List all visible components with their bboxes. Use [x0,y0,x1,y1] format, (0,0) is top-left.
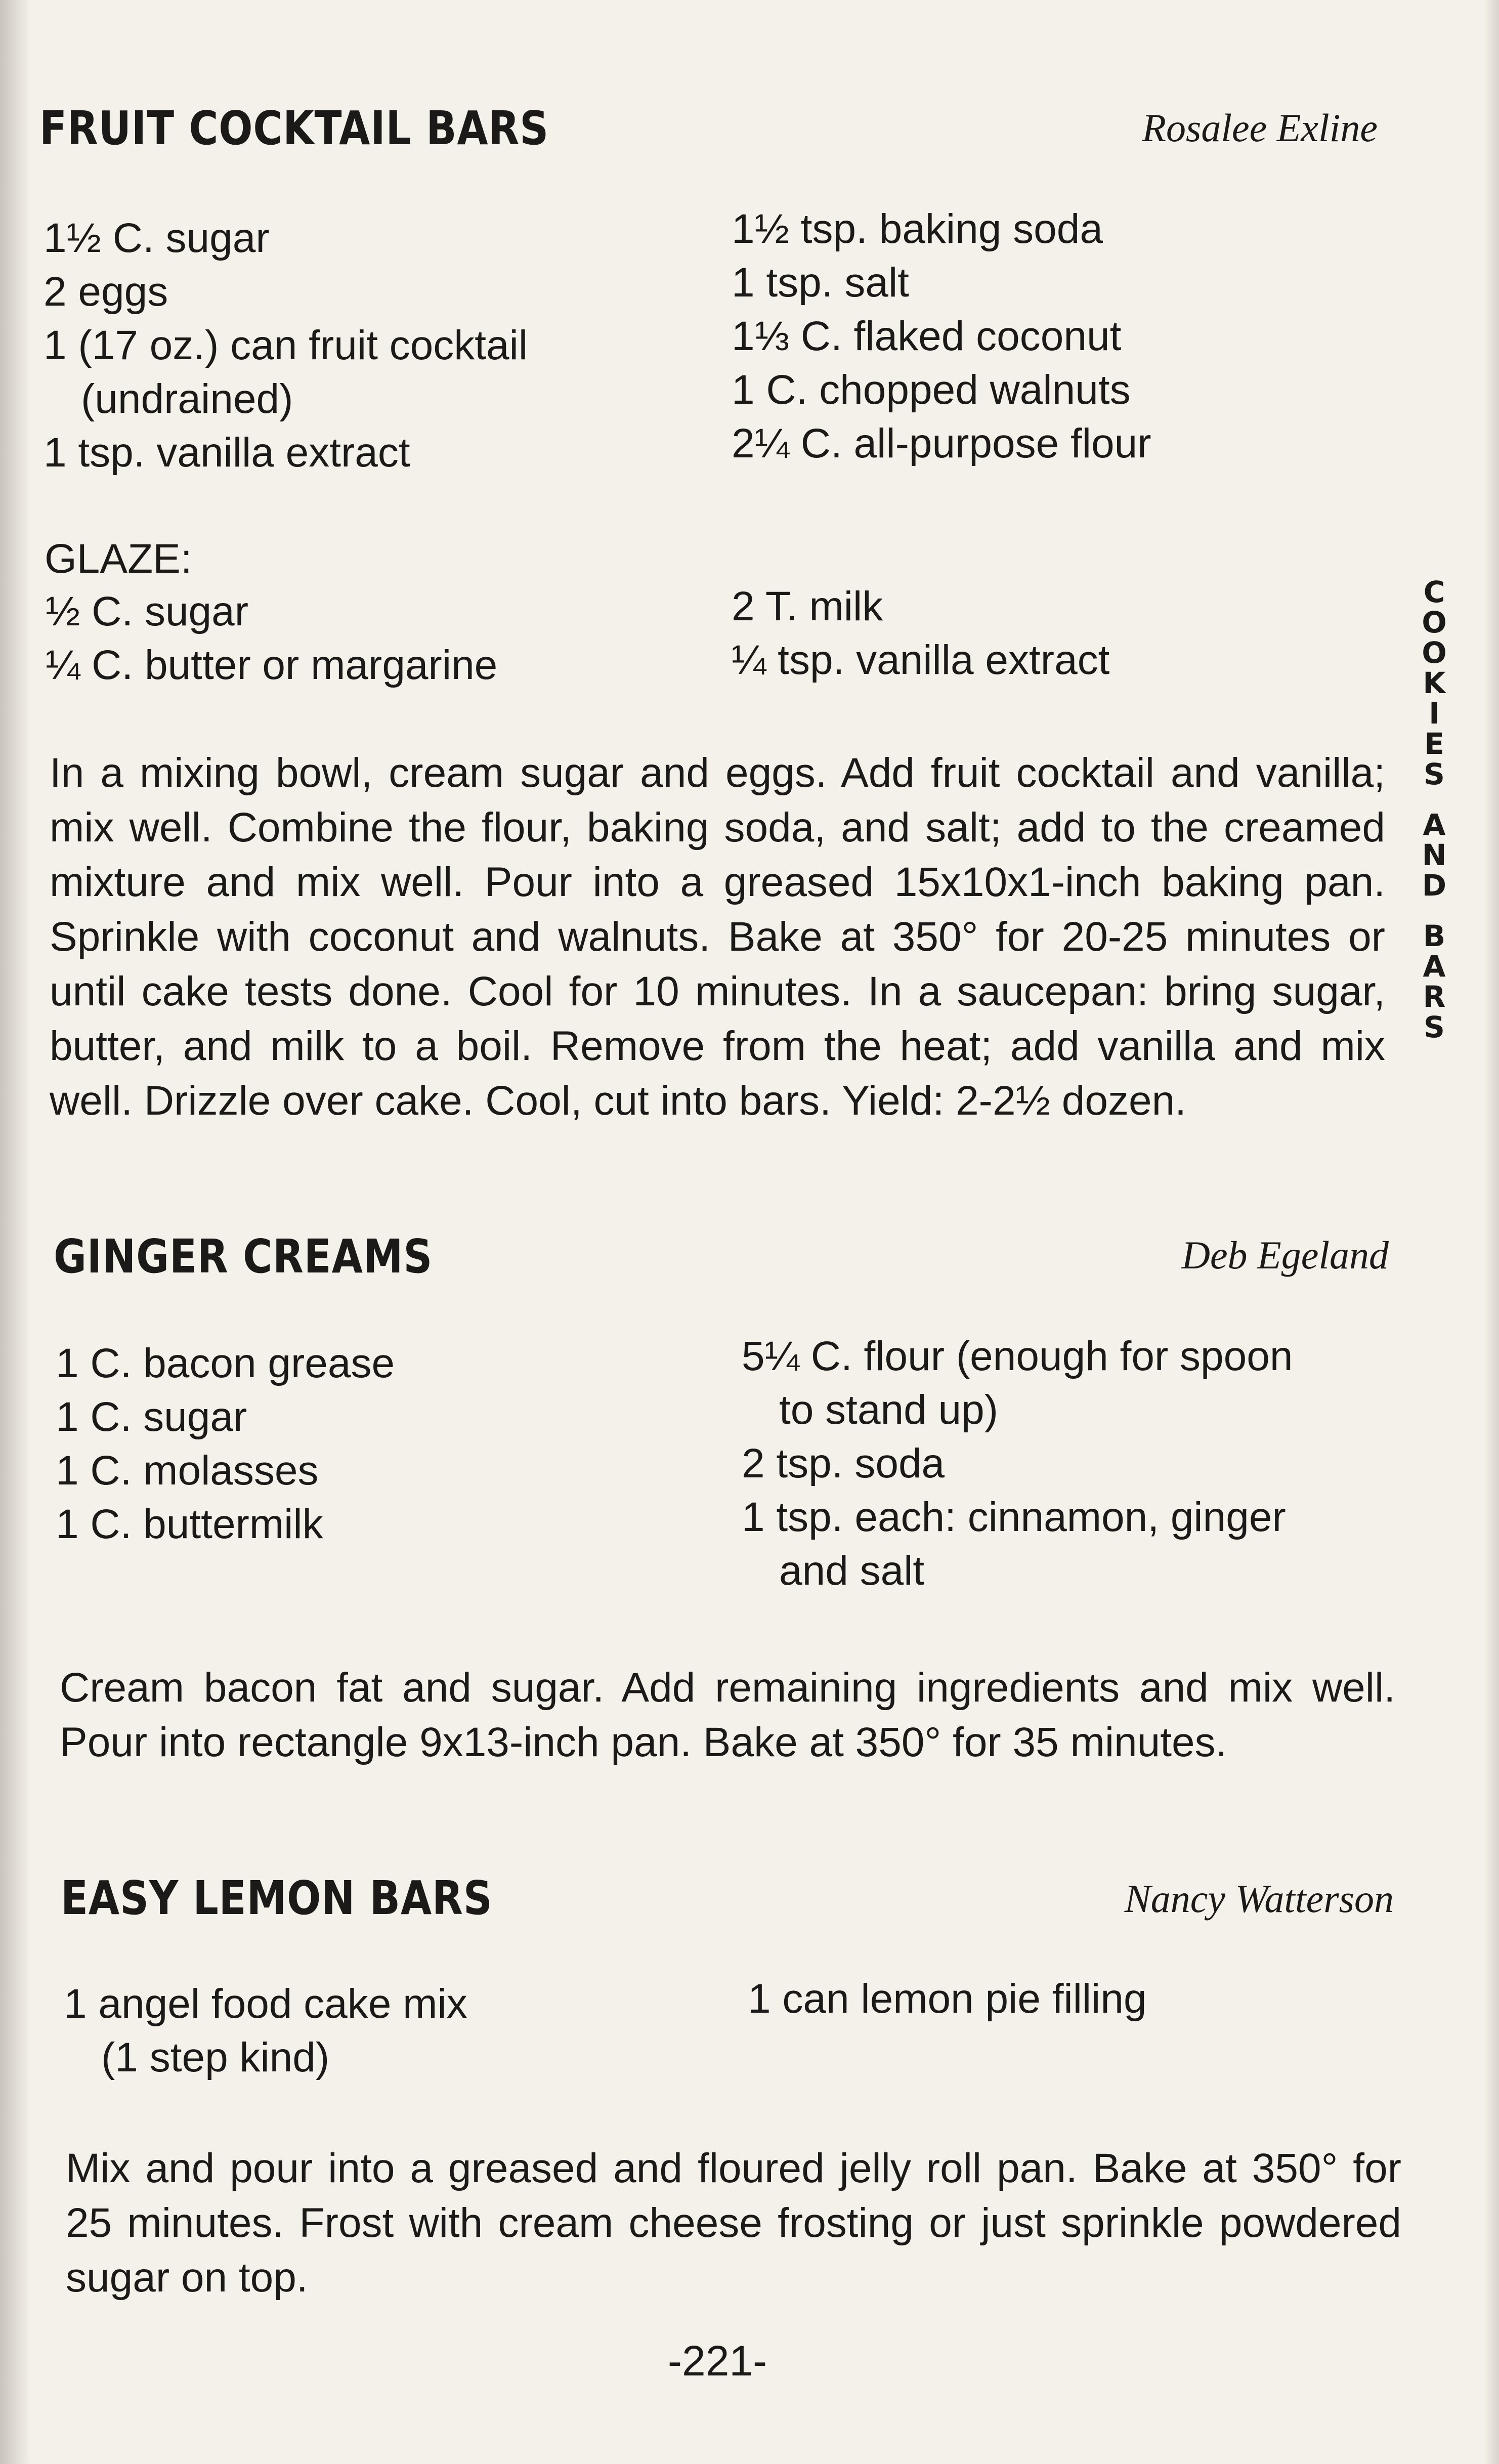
ingredients-right [748,1972,1147,2026]
page-gutter-shadow [0,0,30,2464]
ingredient: ¼ tsp. vanilla extract [732,637,1110,683]
side-tab-spacer [1414,901,1454,921]
ingredient: 1 tsp. vanilla extract [44,430,410,476]
side-tab-letter: C [1423,575,1445,609]
side-tab-letter: O [1422,635,1447,670]
ingredient: (undrained) [81,376,293,422]
ingredient: 1 angel food cake mix [64,1981,467,2027]
recipe-title: GINGER CREAMS [54,1229,433,1284]
recipe-directions: Cream bacon fat and sugar. Add remaining ingredients and mix well. Pour into rectangle 9x13-inch pan. Bake at 350° for 35 minutes. [60,1665,1395,1765]
ingredient: 2¼ C. all-purpose flour [732,420,1151,466]
recipe-directions: Mix and pour into a greased and floured jelly roll pan. Bake at 350° for 25 minutes. Frost with cream cheese frosting or just sprinkle powdered sugar on top. [66,2145,1401,2301]
ingredients-left [44,211,528,480]
ingredient: 1 C. bacon grease [56,1340,395,1386]
side-tab-letter: O [1422,605,1447,640]
side-tab-letter: N [1422,838,1447,872]
ingredient: 2 tsp. soda [742,1440,945,1486]
ingredient: 1 can lemon pie filling [748,1976,1147,2022]
side-tab-letter: B [1423,919,1446,953]
glaze-label: GLAZE: [45,536,192,582]
side-tab-letter: R [1423,980,1446,1014]
recipe-author: Rosalee Exline [1142,106,1378,150]
ingredients-left [64,1977,467,2085]
side-tab-letter: I [1429,696,1440,731]
ingredient: 2 T. milk [732,583,883,629]
ingredient: 5¼ C. flour (enough for spoon [742,1333,1293,1379]
side-tab-letter: S [1424,1010,1445,1044]
ingredient: ¼ C. butter or margarine [46,642,498,688]
ingredient: 1 C. chopped walnuts [732,367,1131,413]
ingredient: and salt [779,1548,925,1594]
page-edge [1484,0,1499,2464]
ingredients-right [732,202,1151,471]
side-tab-letter: D [1422,868,1447,903]
side-tab-letter: K [1423,666,1446,700]
side-tab-letter: A [1423,808,1446,842]
ingredient: 1½ C. sugar [44,215,270,261]
recipe-author: Deb Egeland [1181,1233,1389,1277]
ingredient: (1 step kind) [101,2034,330,2080]
section-side-tab [1414,577,1454,1042]
recipe-title: FRUIT COCKTAIL BARS [39,101,549,155]
ingredients-right [742,1330,1293,1598]
page-number: -221- [668,2337,767,2385]
ingredient: ½ C. sugar [46,588,249,634]
ingredient: 1 tsp. each: cinnamon, ginger [742,1494,1286,1540]
ingredient: 1 C. molasses [56,1448,319,1494]
glaze-ingredients-left [46,585,497,692]
ingredient: 1 (17 oz.) can fruit cocktail [44,322,528,368]
recipe-directions: In a mixing bowl, cream sugar and eggs. Add fruit cocktail and vanilla; mix well. Combine the flour, baking soda, and salt; add to the creamed mixture and mix well. Pour into a greased 15x10x1-inch baking pan. Sprinkle with coconut and walnuts. Bake at 350° for 20-25 minutes or until cake tests done. Cool for 10 minutes. In a saucepan: bring sugar, butter, and milk to a boil. Remove from the heat; add vanilla and mix well. Drizzle over cake. Cool, cut into bars. Yield: 2-2½ dozen. [50,750,1385,1124]
recipe-title: EASY LEMON BARS [61,1871,493,1925]
side-tab-letter: E [1424,727,1444,761]
ingredient: 1 C. sugar [56,1394,247,1440]
side-tab-letter: A [1423,949,1446,984]
ingredient: 2 eggs [44,269,168,315]
ingredient: 1½ tsp. baking soda [732,206,1103,252]
side-tab-spacer [1414,789,1454,810]
ingredients-left [56,1337,395,1551]
side-tab-letter: S [1424,757,1445,791]
ingredient: to stand up) [779,1387,999,1433]
recipe-author: Nancy Watterson [1124,1877,1394,1921]
ingredient: 1⅓ C. flaked coconut [732,313,1122,359]
ingredient: 1 C. buttermilk [56,1501,323,1547]
ingredient: 1 tsp. salt [732,260,909,306]
glaze-ingredients-right [732,580,1109,687]
